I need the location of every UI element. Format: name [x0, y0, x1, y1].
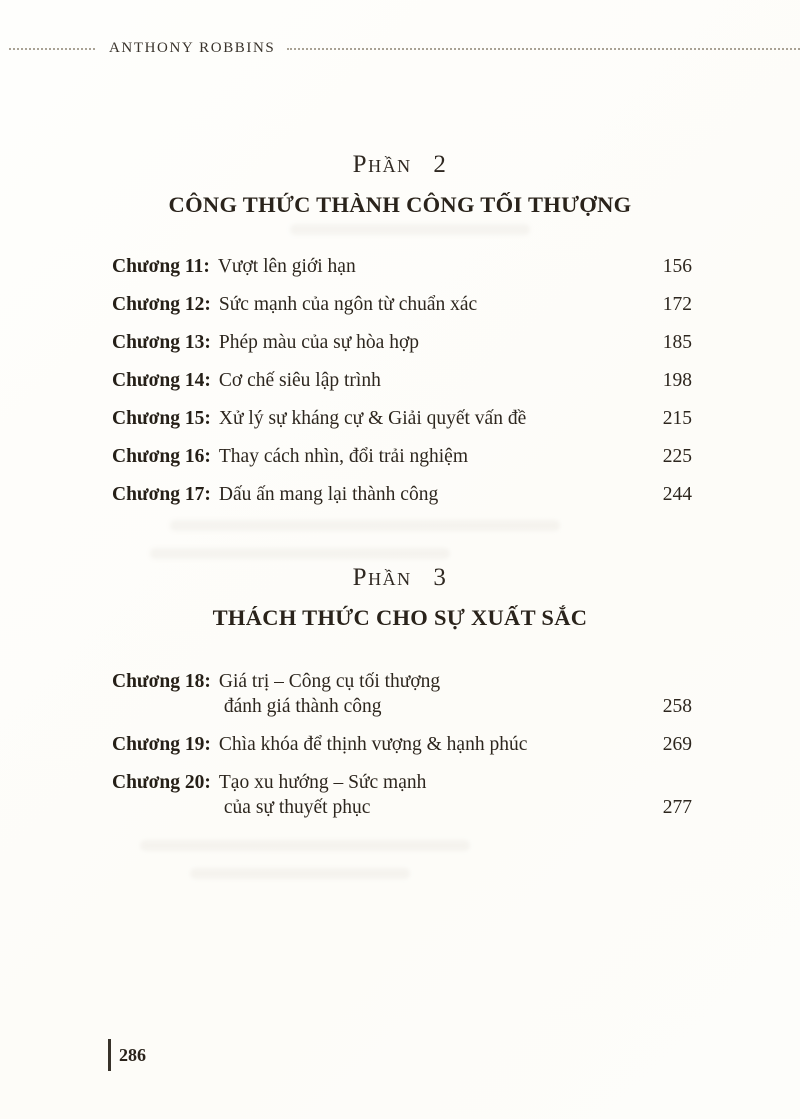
toc-part-3: [112, 669, 692, 833]
toc-entry-ch15: [112, 406, 692, 431]
chapter-title: Phép màu của sự hòa hợp: [218, 332, 420, 353]
header-rule-left: [9, 48, 95, 50]
chapter-title: Sức mạnh của ngôn từ chuẩn xác: [218, 294, 478, 315]
scan-bleedthrough-smudge: [170, 520, 560, 531]
part-2-label: Phần 2: [352, 151, 448, 178]
scan-bleedthrough-smudge: [290, 224, 530, 235]
toc-entry-ch16: [112, 444, 692, 469]
chapter-label: Chương 17:: [112, 484, 211, 505]
chapter-title: [219, 770, 426, 820]
toc-part-2: [112, 254, 692, 520]
scan-bleedthrough-smudge: [140, 840, 470, 851]
chapter-page-number: 258: [662, 696, 692, 717]
chapter-label: Chương 19:: [112, 734, 211, 755]
chapter-page-number: 172: [662, 294, 692, 315]
toc-entry-ch11: [112, 254, 692, 279]
chapter-label: Chương 15:: [112, 408, 211, 429]
folio-rule: [108, 1039, 111, 1071]
chapter-label: Chương 14:: [112, 370, 211, 391]
chapter-page-number: 198: [662, 370, 692, 391]
chapter-page-number: 215: [662, 408, 692, 429]
part-2-title: CÔNG THỨC THÀNH CÔNG TỐI THƯỢNG: [168, 192, 632, 217]
chapter-title: Xử lý sự kháng cự & Giải quyết vấn đề: [218, 408, 527, 429]
chapter-label: Chương 16:: [112, 446, 211, 467]
chapter-label: Chương 12:: [112, 294, 211, 315]
chapter-page-number: 156: [662, 256, 692, 277]
chapter-label: Chương 11:: [112, 256, 210, 277]
toc-entry-ch19: [112, 732, 692, 757]
chapter-label: Chương 20:: [112, 772, 211, 793]
chapter-page-number: 185: [662, 332, 692, 353]
part-3-title: THÁCH THỨC CHO SỰ XUẤT SẮC: [212, 605, 588, 630]
toc-entry-ch12: [112, 292, 692, 317]
page-header: [0, 40, 800, 57]
chapter-label: Chương 18:: [112, 671, 211, 692]
chapter-page-number: 269: [662, 734, 692, 755]
chapter-title-line1: Giá trị – Công cụ tối thượng: [218, 671, 441, 692]
chapter-title: [219, 669, 440, 719]
chapter-page-number: 277: [662, 797, 692, 818]
scan-bleedthrough-smudge: [150, 548, 450, 559]
folio-page-number: 286: [119, 1044, 146, 1065]
toc-entry-ch14: [112, 368, 692, 393]
scan-bleedthrough-smudge: [190, 868, 410, 879]
page-footer: [108, 1039, 146, 1071]
part-2-heading: [0, 150, 800, 219]
chapter-title-line2: đánh giá thành công: [223, 696, 382, 717]
chapter-title-line2: của sự thuyết phục: [223, 797, 371, 818]
chapter-title-line1: Tạo xu hướng – Sức mạnh: [218, 772, 427, 793]
author-name: ANTHONY ROBBINS: [109, 40, 276, 56]
chapter-title: Vượt lên giới hạn: [217, 256, 356, 277]
part-3-label: Phần 3: [352, 564, 448, 591]
chapter-title: Thay cách nhìn, đổi trải nghiệm: [218, 446, 468, 467]
chapter-label: Chương 13:: [112, 332, 211, 353]
chapter-page-number: 244: [662, 484, 692, 505]
header-rule-right: [287, 48, 800, 50]
chapter-title: Dấu ấn mang lại thành công: [218, 484, 439, 505]
toc-entry-ch18: [112, 669, 692, 719]
toc-entry-ch13: [112, 330, 692, 355]
toc-entry-ch17: [112, 482, 692, 507]
chapter-title: Cơ chế siêu lập trình: [218, 370, 381, 391]
chapter-page-number: 225: [662, 446, 692, 467]
chapter-title: Chìa khóa để thịnh vượng & hạnh phúc: [218, 734, 528, 755]
toc-entry-ch20: [112, 770, 692, 820]
part-3-heading: [0, 563, 800, 632]
